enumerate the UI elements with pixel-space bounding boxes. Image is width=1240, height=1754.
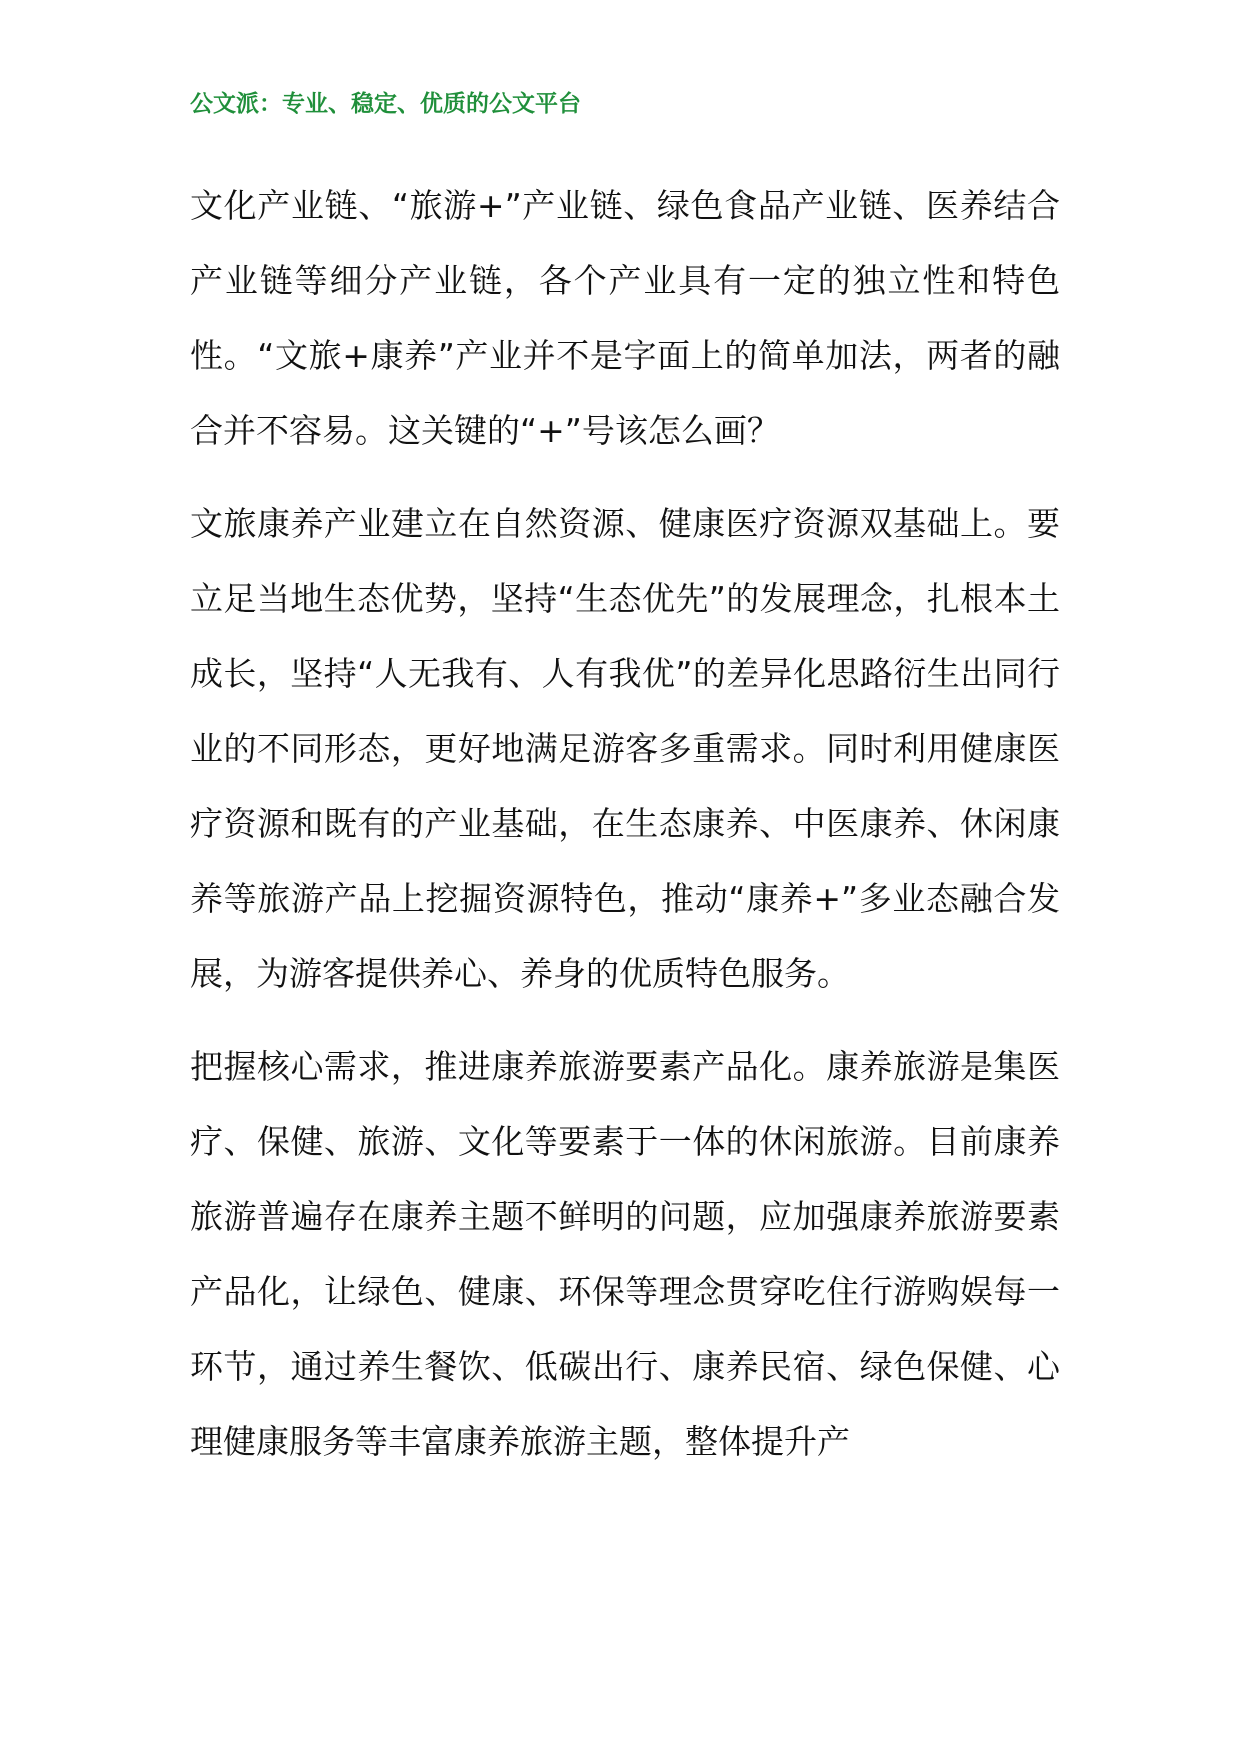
page-header: 公文派：专业、稳定、优质的公文平台 — [190, 90, 581, 117]
paragraph: 文化产业链、“旅游+”产业链、绿色食品产业链、医养结合产业链等细分产业链，各个产业具有一定的独立性和特色性。“文旅+康养”产业并不是字面上的简单加法，两者的融合并不容易。这关键的“+”号该怎么画？ — [190, 186, 1060, 450]
paragraph: 把握核心需求，推进康养旅游要素产品化。康养旅游是集医疗、保健、旅游、文化等要素于一体的休闲旅游。目前康养旅游普遍存在康养主题不鲜明的问题，应加强康养旅游要素产品化，让绿色、健康、环保等理念贯穿吃住行游购娱每一环节，通过养生餐饮、低碳出行、康养民宿、绿色保健、心理健康服务等丰富康养旅游主题，整体提升产 — [190, 1047, 1060, 1461]
paragraph: 文旅康养产业建立在自然资源、健康医疗资源双基础上。要立足当地生态优势，坚持“生态优先”的发展理念，扎根本土成长，坚持“人无我有、人有我优”的差异化思路衍生出同行业的不同形态，更好地满足游客多重需求。同时利用健康医疗资源和既有的产业基础，在生态康养、中医康养、休闲康养等旅游产品上挖掘资源特色，推动“康养+”多业态融合发展，为游客提供养心、养身的优质特色服务。 — [190, 504, 1060, 993]
document-body — [190, 168, 1060, 1497]
